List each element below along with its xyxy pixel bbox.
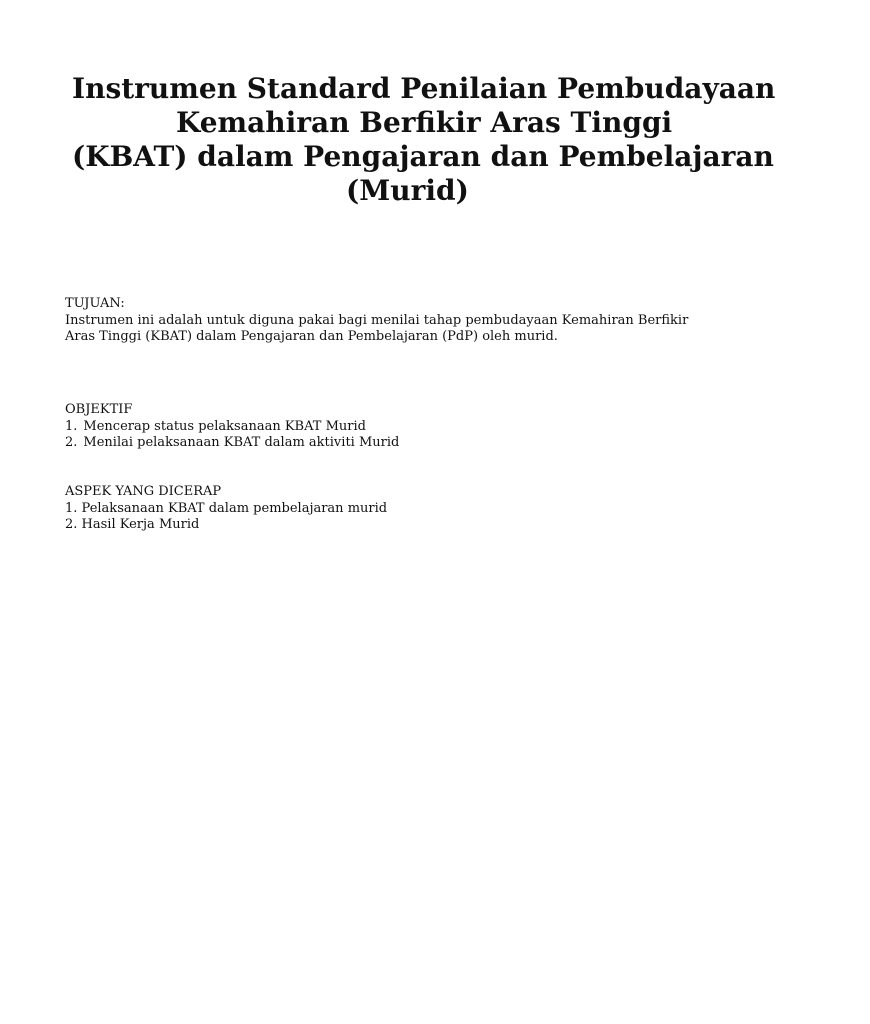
title-line-2: Kemahiran Berfikir Aras Tinggi — [176, 106, 673, 139]
objektif-item-1-text: Mencerap status pelaksanaan KBAT Murid — [83, 418, 366, 434]
tujuan-body-line-1: Instrumen ini adalah untuk diguna pakai bagi menilai tahap pembudayaan Kemahiran Berfikir — [65, 312, 689, 328]
aspek-item-2-text: Hasil Kerja Murid — [81, 517, 200, 532]
title-line-4: (Murid) — [346, 174, 469, 207]
title-line-3: (KBAT) dalam Pengajaran dan Pembelajaran — [72, 140, 774, 173]
aspek-item-2 — [65, 517, 387, 534]
title-line-1: Instrumen Standard Penilaian Pembudayaan — [72, 72, 776, 105]
aspek-section — [65, 484, 387, 534]
objektif-item-2-text: Menilai pelaksanaan KBAT dalam aktiviti Murid — [83, 435, 400, 450]
tujuan-body-line-2: Aras Tinggi (KBAT) dalam Pengajaran dan Pembelajaran (PdP) oleh murid. — [65, 329, 558, 344]
objektif-heading: OBJEKTIF — [65, 402, 133, 417]
aspek-item-1 — [65, 501, 387, 518]
tujuan-section — [65, 296, 688, 346]
objektif-item-1 — [65, 419, 399, 436]
objektif-section — [65, 402, 399, 452]
objektif-item-2 — [65, 435, 399, 452]
aspek-item-1-text: Pelaksanaan KBAT dalam pembelajaran murid — [81, 500, 388, 516]
objektif-item-2-number: 2. — [65, 435, 78, 450]
aspek-heading: ASPEK YANG DICERAP — [65, 484, 222, 499]
document-title — [70, 72, 870, 208]
tujuan-heading: TUJUAN: — [65, 296, 125, 311]
objektif-item-1-number: 1. — [65, 418, 78, 434]
aspek-item-1-number: 1. — [65, 500, 78, 516]
aspek-item-2-number: 2. — [65, 517, 78, 532]
